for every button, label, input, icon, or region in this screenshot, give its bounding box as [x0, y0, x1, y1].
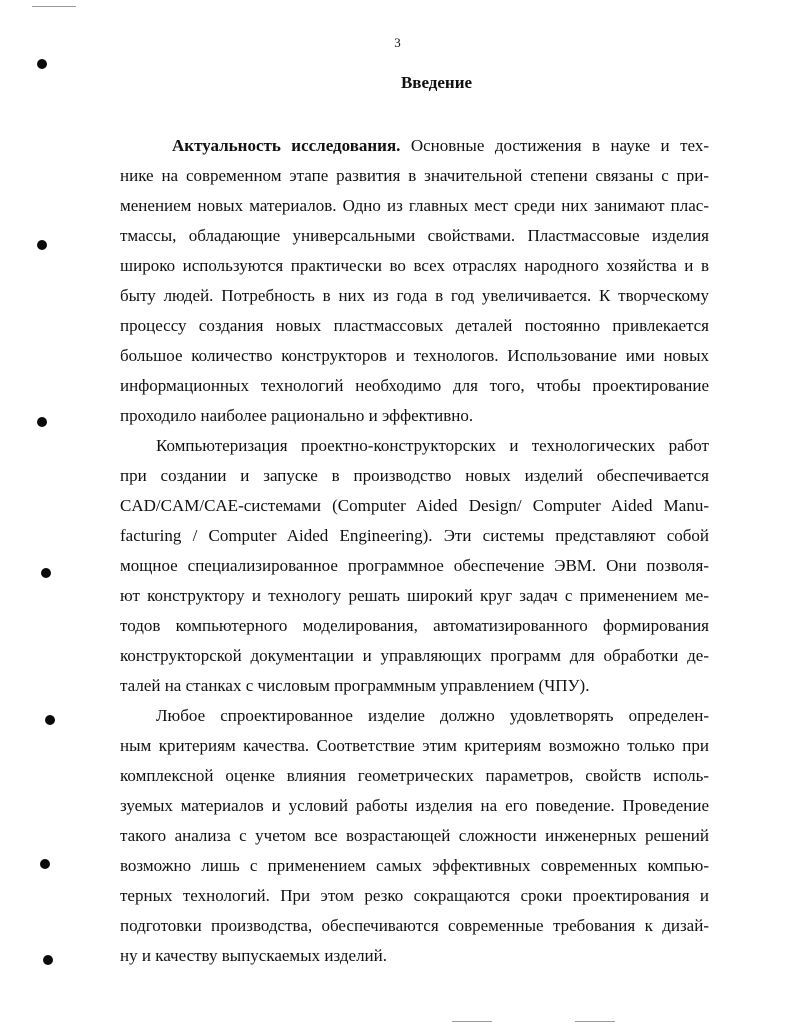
binder-hole: [43, 955, 53, 965]
text-line: зуемых материалов и условий работы изделия на его поведение. Проведение: [120, 796, 709, 815]
text-line: facturing / Computer Aided Engineering). Эти системы представляют собой: [120, 526, 709, 545]
text-line: мощное специализированное программное обеспечение ЭВМ. Они позволя-: [120, 556, 709, 575]
text-line: тмассы, обладающие универсальными свойствами. Пластмассовые изделия: [120, 226, 709, 245]
text-line: проходило наиболее рационально и эффективно.: [120, 406, 474, 425]
scan-edge-mark: [575, 1021, 615, 1022]
binder-hole: [37, 59, 47, 69]
text-line: возможно лишь с применением самых эффективных современных компью-: [120, 856, 709, 875]
text-line: Любое спроектированное изделие должно удовлетворять определен-: [156, 706, 709, 725]
text-line: нике на современном этапе развития в значительной степени связаны с при-: [120, 166, 709, 185]
binder-hole: [37, 417, 47, 427]
text-line: широко используются практически во всех отраслях народного хозяйства и в: [120, 256, 709, 275]
binder-hole: [45, 715, 55, 725]
document-body: [120, 131, 709, 971]
text-line: терных технологий. При этом резко сокращаются сроки проектирования и: [120, 886, 709, 905]
binder-hole: [37, 240, 47, 250]
text-line: большое количество конструкторов и технологов. Использование ими новых: [120, 346, 709, 365]
text-line: менением новых материалов. Одно из главных мест среди них занимают плас-: [120, 196, 709, 215]
scan-edge-mark: [32, 6, 76, 7]
text-line: комплексной оценке влияния геометрических параметров, свойств исполь-: [120, 766, 709, 785]
text-line: талей на станках с числовым программным управлением (ЧПУ).: [120, 676, 590, 695]
paragraph-lead: Актуальность исследования.: [172, 136, 401, 155]
text-line: подготовки производства, обеспечиваются современные требования к дизай-: [120, 916, 709, 935]
text-line: Актуальность исследования. Основные достижения в науке и тех-: [172, 136, 709, 155]
text-line: такого анализа с учетом все возрастающей сложности инженерных решений: [120, 826, 709, 845]
text-line: CAD/CAM/CAE-системами (Computer Aided Design/ Computer Aided Manu-: [120, 496, 709, 515]
text-line: ну и качеству выпускаемых изделий.: [120, 946, 387, 965]
text-line: информационных технологий необходимо для того, чтобы проектирование: [120, 376, 709, 395]
page-title: Введение: [400, 73, 473, 92]
text-line: быту людей. Потребность в них из года в год увеличивается. К творческому: [120, 286, 709, 305]
text-line: процессу создания новых пластмассовых деталей постоянно привлекается: [120, 316, 709, 335]
paragraph-relevance: [120, 131, 709, 431]
paragraph-quality: [120, 701, 709, 971]
text-line: ным критериям качества. Соответствие этим критериям возможно только при: [120, 736, 709, 755]
binder-hole: [40, 859, 50, 869]
scan-edge-mark: [452, 1021, 492, 1022]
text-line: Компьютеризация проектно-конструкторских и технологических работ: [156, 436, 709, 455]
paragraph-computerization: [120, 431, 709, 701]
text-line: конструкторской документации и управляющих программ для обработки де-: [120, 646, 709, 665]
binder-hole: [41, 568, 51, 578]
text-line: при создании и запуске в производство новых изделий обеспечивается: [120, 466, 709, 485]
page-number: 3: [394, 35, 401, 50]
text-line: тодов компьютерного моделирования, автоматизированного формирования: [120, 616, 709, 635]
text-line: ют конструктору и технологу решать широкий круг задач с применением ме-: [120, 586, 709, 605]
